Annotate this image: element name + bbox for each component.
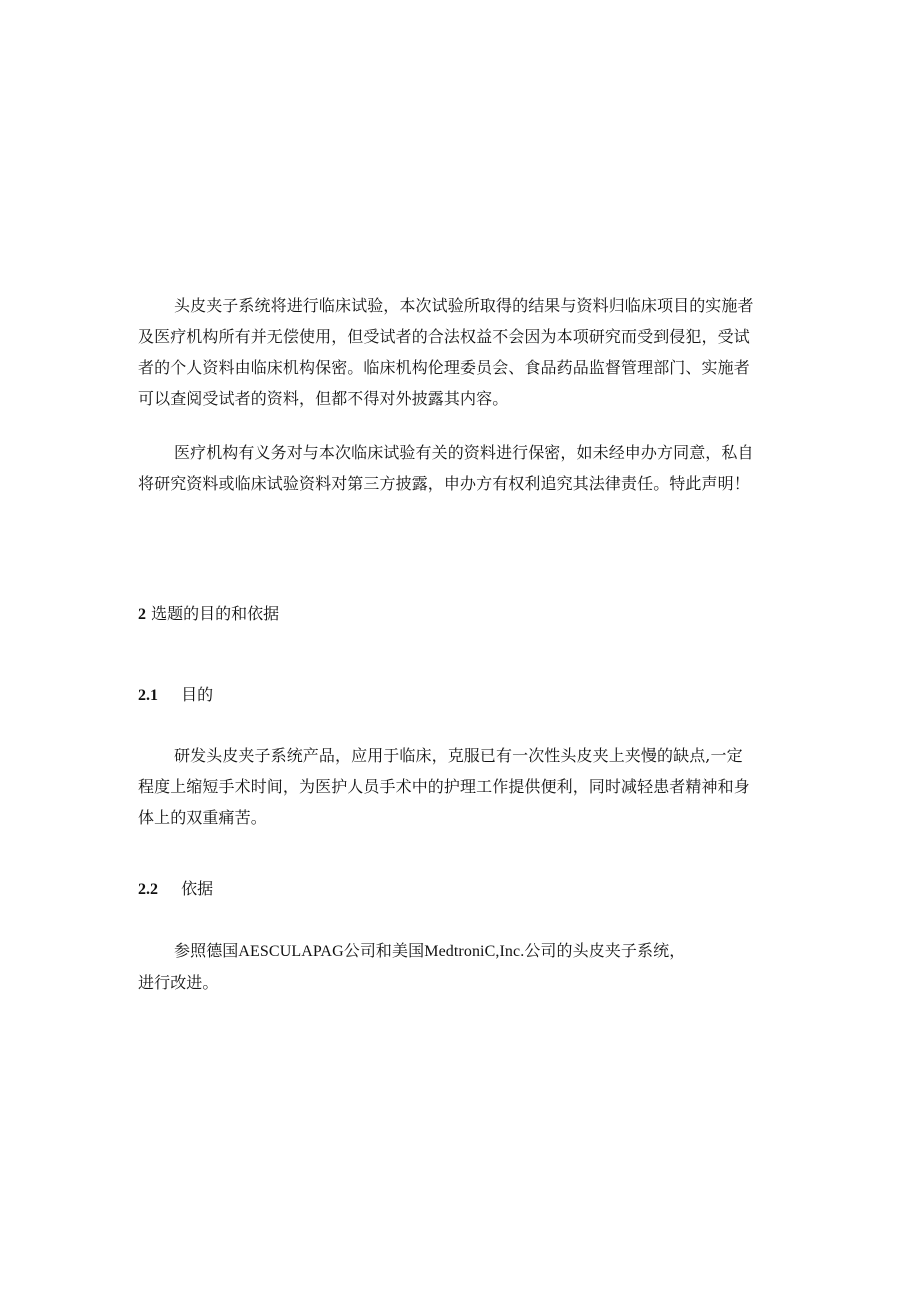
section-title: 选题的目的和依据 <box>151 604 280 623</box>
disclaimer-paragraph-1 <box>138 290 794 414</box>
text-line <box>138 935 794 967</box>
text-line: 及医疗机构所有并无偿使用，但受试者的合法权益不会因为本项研究而受到侵犯，受试 <box>138 327 750 346</box>
text-line: 头皮夹子系统将进行临床试验，本次试验所取得的结果与资料归临床项目的实施者 <box>174 296 754 315</box>
section-number: 2.2 <box>138 881 158 898</box>
text-line: 进行改进。 <box>138 973 219 992</box>
section-2-1-body <box>138 740 794 833</box>
text-line: 研发头皮夹子系统产品，应用于临床，克服已有一次性头皮夹上夹慢的缺点,一定 <box>174 746 743 765</box>
text-line: 可以查阅受试者的资料，但都不得对外披露其内容。 <box>138 389 509 408</box>
text-fragment: 参照德国 <box>174 941 239 960</box>
text-line: 者的个人资料由临床机构保密。临床机构伦理委员会、食品药品监督管理部门、实施者 <box>138 358 750 377</box>
section-2-1-heading <box>138 683 213 708</box>
disclaimer-paragraph-2 <box>138 437 794 499</box>
section-2-2-heading <box>138 877 213 902</box>
section-number: 2 <box>138 606 146 623</box>
section-title: 依据 <box>181 879 214 898</box>
company-name: AESCULAPAG <box>238 943 344 960</box>
text-line: 将研究资料或临床试验资料对第三方披露，申办方有权利追究其法律责任。特此声明！ <box>138 474 750 493</box>
text-line: 医疗机构有义务对与本次临床试验有关的资料进行保密，如未经申办方同意，私自 <box>174 443 754 462</box>
section-2-heading <box>138 602 279 627</box>
section-title: 目的 <box>181 685 214 704</box>
text-line: 程度上缩短手术时间，为医护人员手术中的护理工作提供便利，同时减轻患者精神和身 <box>138 777 750 796</box>
section-number: 2.1 <box>138 687 158 704</box>
text-line: 体上的双重痛苦。 <box>138 808 267 827</box>
text-fragment: 公司的头皮夹子系统， <box>524 941 686 960</box>
section-2-2-body <box>138 935 794 998</box>
text-fragment: 公司和美国 <box>343 941 425 960</box>
company-name: MedtroniC,Inc. <box>424 943 525 960</box>
